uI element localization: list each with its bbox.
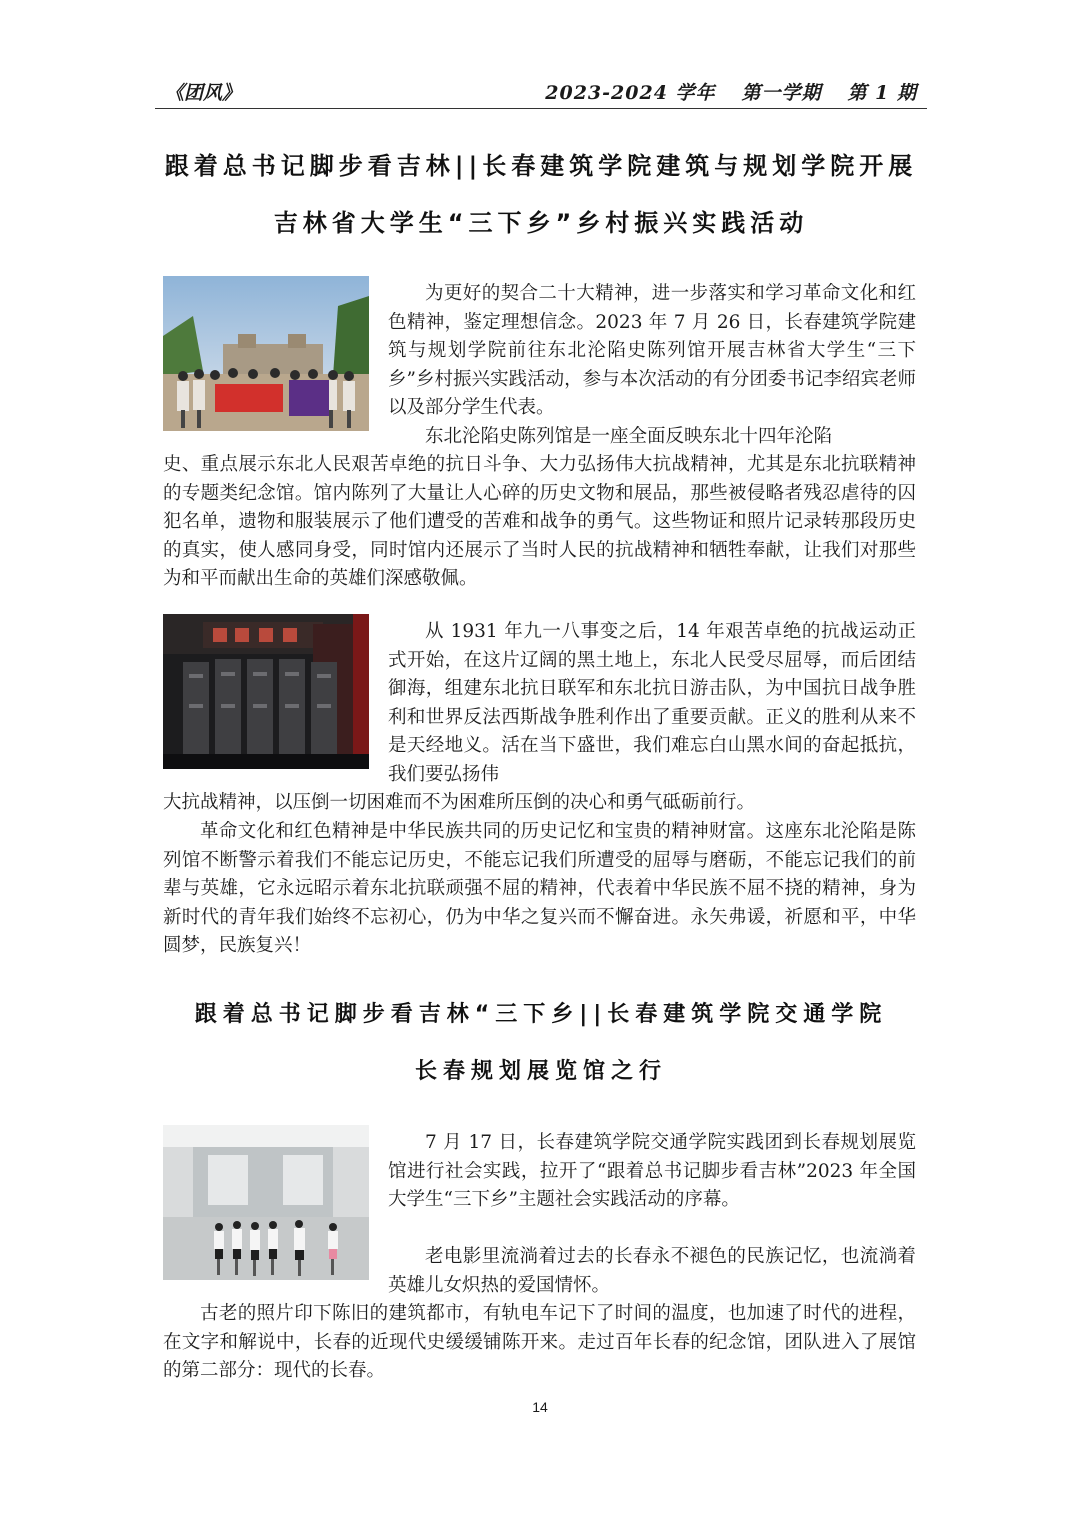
issue-info (519, 78, 917, 105)
issue-number: 第 1 期 (847, 82, 917, 104)
semester: 第一学期 (741, 82, 822, 104)
article1-title-line1: 跟着总书记脚步看吉林||长春建筑学院建筑与规划学院开展 (164, 152, 918, 180)
article1-title-line2: 吉林省大学生“三下乡”乡村振兴实践活动 (273, 209, 809, 237)
article1-paragraph4: 革命文化和红色精神是中华民族共同的历史记忆和宝贵的精神财富。这座东北沦陷是陈列馆不断警示着我们不能忘记历史，不能忘记我们所遭受的屈辱与磨砺，不能忘记我们的前辈与英雄，它永远昭示着东北抗联顽强不屈的精神，代表着中华民族不屈不挠的精神，身为新时代的青年我们始终不忘初心，仍为中华之复兴而不懈奋进。永矢弗谖，祈愿和平，中华圆梦，民族复兴！ (163, 821, 916, 957)
page-number: 14 (532, 1399, 548, 1415)
article2-paragraph2: 老电影里流淌着过去的长春永不褪色的民族记忆，也流淌着英雄儿女炽热的爱国情怀。 (388, 1246, 916, 1296)
article2-title-line2: 长春规划展览馆之行 (414, 1059, 667, 1084)
article1-paragraph2-head: 东北沦陷史陈列馆是一座全面反映东北十四年沦陷 (425, 426, 833, 447)
exhibit-hall-photo (163, 614, 369, 769)
school-year: 2023-2024 学年 (545, 82, 716, 104)
article2-paragraph3: 古老的照片印下陈旧的建筑都市，有轨电车记下了时间的温度，也加速了时代的进程，在文字和解说中，长春的近现代史缓缓铺陈开来。走过百年长春的纪念馆，团队进入了展馆的第二部分：现代的长春。 (163, 1303, 916, 1382)
article1-paragraph2: 史、重点展示东北人民艰苦卓绝的抗日斗争、大力弘扬伟大抗战精神，尤其是东北抗联精神的专题类纪念馆。馆内陈列了大量让人心碎的历史文物和展品，那些被侵略者残忍虐待的囚犯名单，遗物和服装展示了他们遭受的苦难和战争的勇气。这些物证和照片记录转那段历史的真实，使人感同身受，同时馆内还展示了当时人民的抗战精神和牺牲奉献，让我们对那些为和平而献出生命的英雄们深感敬佩。 (163, 454, 916, 590)
group-photo-memorial (163, 276, 369, 431)
journal-name: 《团风》 (165, 82, 242, 104)
planning-exhibition-photo (163, 1125, 369, 1280)
article2-title-line1: 跟着总书记脚步看吉林“三下乡||长春建筑学院交通学院 (194, 1002, 888, 1027)
article2-paragraph1: 7 月 17 日，长春建筑学院交通学院实践团到长春规划展览馆进行社会实践，拉开了“跟着总书记脚步看吉林”2023 年全国大学生“三下乡”主题社会实践活动的序幕。 (388, 1132, 916, 1211)
article1-paragraph3-tail: 大抗战精神，以压倒一切困难而不为困难所压倒的决心和勇气砥砺前行。 (163, 792, 756, 813)
page-header (155, 78, 927, 109)
article1-paragraph3: 从 1931 年九一八事变之后，14 年艰苦卓绝的抗战运动正式开始，在这片辽阔的黑土地上，东北人民受尽屈辱，而后团结御海，组建东北抗日联军和东北抗日游击队，为中国抗日战争胜利和世界反法西斯战争胜利作出了重要贡献。正义的胜利从来不是天经地义。活在当下盛世，我们难忘白山黑水间的奋起抵抗，我们要弘扬伟 (388, 621, 916, 785)
article1-paragraph1: 为更好的契合二十大精神，进一步落实和学习革命文化和红色精神，鉴定理想信念。2023 年 7 月 26 日，长春建筑学院建筑与规划学院前往东北沦陷史陈列馆开展吉林省大学生“三下乡”乡村振兴实践活动，参与本次活动的有分团委书记李绍宾老师以及部分学生代表。 (388, 283, 916, 419)
